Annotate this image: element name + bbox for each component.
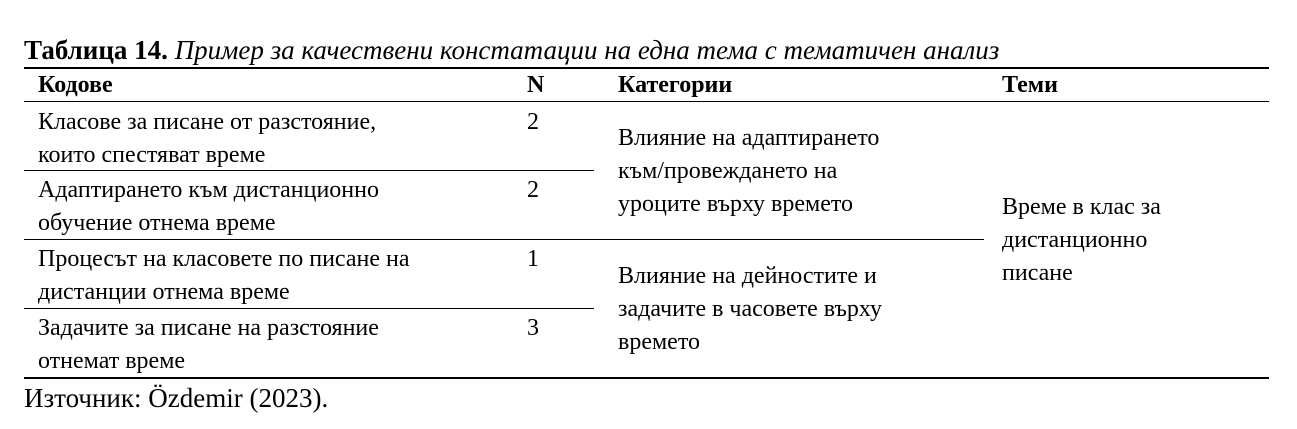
table-row-n: 2 bbox=[527, 177, 539, 203]
caption-title: Пример за качествени констатации на една тема с тематичен анализ bbox=[167, 35, 1000, 65]
table-top-rule bbox=[24, 67, 1269, 69]
category-line: времето bbox=[618, 329, 700, 355]
header-codes: Кодове bbox=[38, 72, 113, 98]
table-row-code bbox=[38, 106, 376, 172]
theme-line: писане bbox=[1002, 260, 1073, 286]
source-note: Източник: Özdemir (2023). bbox=[24, 383, 329, 413]
table-row-code bbox=[38, 174, 379, 240]
code-line: Задачите за писане на разстояние bbox=[38, 315, 379, 341]
category-line: задачите в часовете върху bbox=[618, 296, 883, 322]
code-line: Класове за писане от разстояние, bbox=[38, 109, 377, 135]
table-row-n: 1 bbox=[527, 246, 539, 272]
table-row-n: 3 bbox=[527, 315, 539, 341]
code-line: които спестяват време bbox=[38, 142, 266, 168]
code-line: Процесът на класовете по писане на bbox=[38, 246, 410, 272]
code-line: дистанции отнема време bbox=[38, 279, 290, 305]
category-cell bbox=[618, 260, 882, 359]
category-line: към/провеждането на bbox=[618, 158, 838, 184]
table-row-code bbox=[38, 312, 379, 378]
code-line: Адаптирането към дистанционно bbox=[38, 177, 379, 203]
category-line: Влияние на адаптирането bbox=[618, 125, 880, 151]
theme-line: Време в клас за bbox=[1002, 194, 1161, 220]
header-themes: Теми bbox=[1002, 72, 1058, 98]
table-row-n: 2 bbox=[527, 109, 539, 135]
category-line: Влияние на дейностите и bbox=[618, 263, 877, 289]
code-line: отнемат време bbox=[38, 348, 186, 374]
findings-table bbox=[24, 0, 1269, 429]
caption-label: Таблица 14. bbox=[24, 35, 168, 65]
table-row-code bbox=[38, 243, 410, 309]
header-bottom-rule bbox=[24, 101, 1269, 102]
theme-cell bbox=[1002, 191, 1161, 290]
header-categories: Категории bbox=[618, 72, 733, 98]
header-n: N bbox=[527, 72, 545, 98]
category-cell bbox=[618, 122, 879, 221]
code-line: обучение отнема време bbox=[38, 210, 276, 236]
category-line: уроците върху времето bbox=[618, 191, 854, 217]
theme-line: дистанционно bbox=[1002, 227, 1148, 253]
